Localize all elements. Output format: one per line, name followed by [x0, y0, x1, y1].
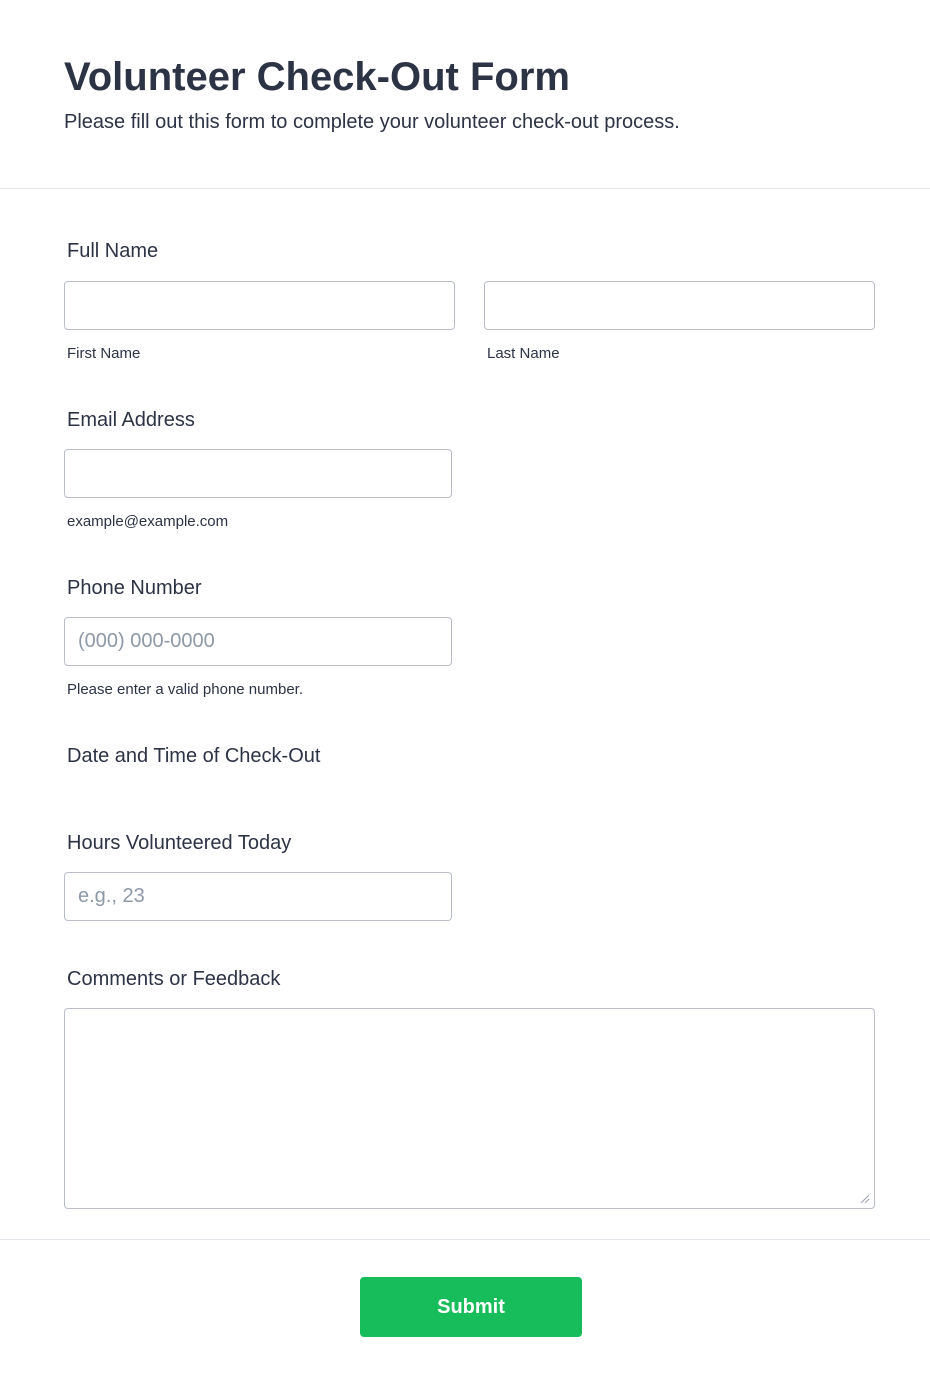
last-name-sublabel: Last Name — [487, 345, 560, 362]
email-sublabel: example@example.com — [67, 513, 229, 530]
first-name-input[interactable] — [64, 281, 455, 330]
phone-label: Phone Number — [67, 577, 202, 599]
hours-label: Hours Volunteered Today — [67, 832, 292, 854]
footer-divider — [0, 1239, 930, 1240]
email-label: Email Address — [67, 409, 195, 431]
checkout-datetime-label: Date and Time of Check-Out — [67, 745, 321, 767]
phone-sublabel: Please enter a valid phone number. — [67, 681, 303, 698]
phone-input[interactable] — [64, 617, 452, 666]
hours-input[interactable] — [64, 872, 452, 921]
form-title: Volunteer Check-Out Form — [64, 55, 570, 99]
comments-label: Comments or Feedback — [67, 968, 281, 990]
form-subtitle: Please fill out this form to complete your volunteer check-out process. — [64, 111, 680, 133]
form-header — [0, 0, 930, 189]
full-name-label: Full Name — [67, 240, 159, 262]
last-name-input[interactable] — [484, 281, 875, 330]
submit-button[interactable]: Submit — [360, 1277, 582, 1337]
resize-grip-icon[interactable] — [858, 1192, 870, 1204]
comments-textarea[interactable] — [64, 1008, 875, 1209]
email-input[interactable] — [64, 449, 452, 498]
first-name-sublabel: First Name — [67, 345, 141, 362]
